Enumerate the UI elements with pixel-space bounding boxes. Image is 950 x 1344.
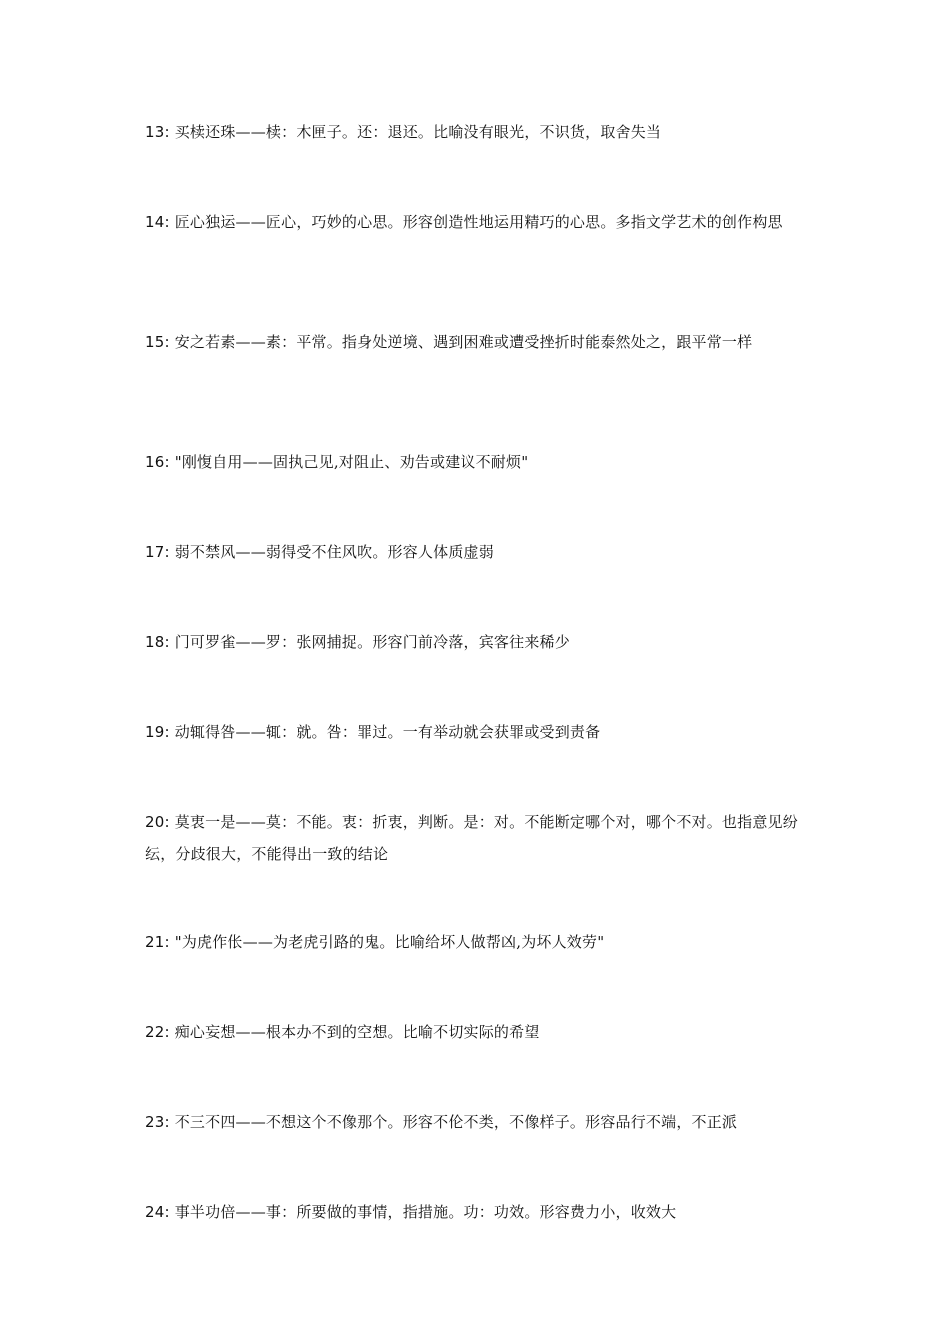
entry-17: [145, 536, 810, 568]
entry-21: [145, 926, 810, 958]
entry-text: 匠心独运——匠心，巧妙的心思。形容创造性地运用精巧的心思。多指文学艺术的创作构思: [174, 213, 783, 231]
entry-number: 21:: [145, 933, 170, 951]
entry-number: 14:: [145, 213, 170, 231]
entry-number: 17:: [145, 543, 170, 561]
entry-text: "刚愎自用——固执己见,对阻止、劝告或建议不耐烦": [174, 453, 529, 471]
entry-20: [145, 806, 810, 870]
entry-24: [145, 1196, 810, 1228]
entry-14: [145, 206, 810, 238]
entry-text: 事半功倍——事：所要做的事情，指措施。功：功效。形容费力小，收效大: [174, 1203, 677, 1221]
entry-text: 买椟还珠——椟：木匣子。还：退还。比喻没有眼光，不识货，取舍失当: [174, 123, 662, 141]
entry-number: 23:: [145, 1113, 170, 1131]
entry-number: 15:: [145, 333, 170, 351]
entry-18: [145, 626, 810, 658]
entry-number: 16:: [145, 453, 170, 471]
entry-text: 门可罗雀——罗：张网捕捉。形容门前冷落，宾客往来稀少: [174, 633, 570, 651]
entry-number: 18:: [145, 633, 170, 651]
entry-text: 安之若素——素：平常。指身处逆境、遇到困难或遭受挫折时能泰然处之，跟平常一样: [174, 333, 753, 351]
entry-text: "为虎作伥——为老虎引路的鬼。比喻给坏人做帮凶,为坏人效劳": [174, 933, 605, 951]
entry-16: [145, 446, 810, 478]
entry-text: 痴心妄想——根本办不到的空想。比喻不切实际的希望: [174, 1023, 540, 1041]
entry-text: 弱不禁风——弱得受不住风吹。形容人体质虚弱: [174, 543, 494, 561]
entry-text: 莫衷一是——莫：不能。衷：折衷，判断。是：对。不能断定哪个对，哪个不对。也指意见纷纭，分歧很大，不能得出一致的结论: [145, 813, 798, 863]
entry-text: 不三不四——不想这个不像那个。形容不伦不类，不像样子。形容品行不端，不正派: [174, 1113, 738, 1131]
entry-23: [145, 1106, 810, 1138]
entry-19: [145, 716, 810, 748]
entry-number: 22:: [145, 1023, 170, 1041]
entry-number: 19:: [145, 723, 170, 741]
entry-number: 20:: [145, 813, 170, 831]
entry-15: [145, 326, 810, 358]
entry-number: 24:: [145, 1203, 170, 1221]
entry-text: 动辄得咎——辄：就。咎：罪过。一有举动就会获罪或受到责备: [174, 723, 601, 741]
entry-number: 13:: [145, 123, 170, 141]
entry-13: [145, 116, 810, 148]
entry-22: [145, 1016, 810, 1048]
